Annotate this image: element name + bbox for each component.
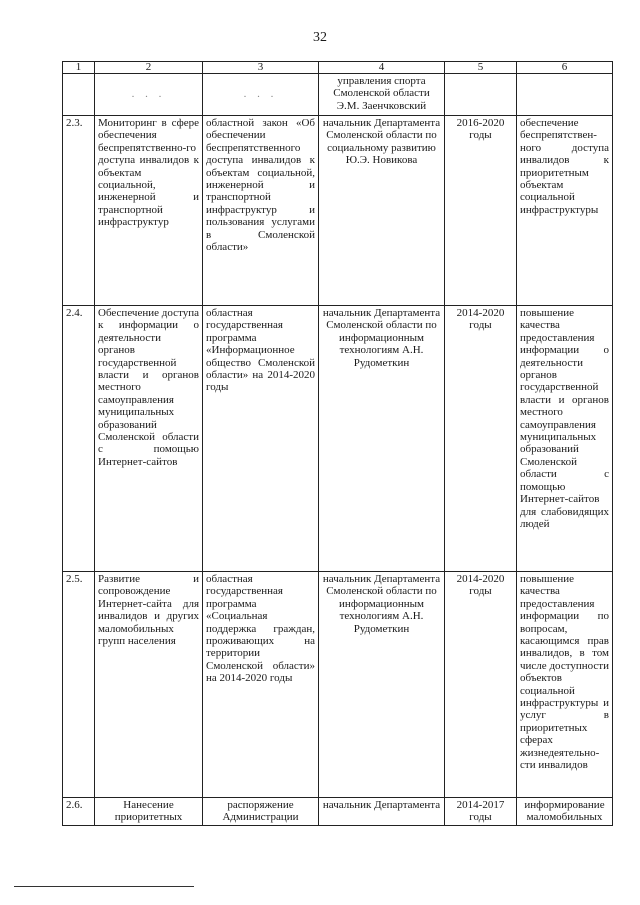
measures-table <box>62 61 613 826</box>
table-row <box>63 798 613 826</box>
cell-num: 2.4. <box>63 306 95 572</box>
cell-basis: . . . <box>203 74 319 116</box>
cell-result <box>517 74 613 116</box>
column-header: 3 <box>203 62 319 74</box>
column-header: 1 <box>63 62 95 74</box>
cell-basis: областная государственная программа «Информационное общество Смоленской области» на 2014-2020 годы <box>203 306 319 572</box>
cell-num <box>63 74 95 116</box>
cell-responsible: начальник Департамента Смоленской области по информационным технологиям А.Н. Рудометкин <box>319 306 445 572</box>
footnote-divider <box>14 886 194 887</box>
cell-result: повышение качества предоставления информации о деятельности органов государственной власти и органов местного самоуправления муниципальных образований Смоленской области с помощью Интернет-сайтов для слабовидящих людей <box>517 306 613 572</box>
cell-num: 2.6. <box>63 798 95 826</box>
table-row <box>63 306 613 572</box>
cell-num: 2.5. <box>63 572 95 798</box>
cell-term: 2016-2020 годы <box>445 116 517 306</box>
cell-term <box>445 74 517 116</box>
cell-responsible: начальник Департамента <box>319 798 445 826</box>
cell-result: информирование маломобильных <box>517 798 613 826</box>
cell-result: повышение качества предоставления информации по вопросам, касающимся прав инвалидов, в том числе доступности объектов социальной инфраструктуры и услуг в приоритетных сферах жизнедеятельно-сти инвалидов <box>517 572 613 798</box>
table-header-row <box>63 62 613 74</box>
cell-basis: распоряжение Администрации <box>203 798 319 826</box>
table-row <box>63 116 613 306</box>
cell-responsible: начальник Департамента Смоленской области по информационным технологиям А.Н. Рудометкин <box>319 572 445 798</box>
cell-measure: Мониторинг в сфере обеспечения беспрепятственно-го доступа инвалидов к объектам социальной, инженерной и транспортной инфраструктур <box>95 116 203 306</box>
cell-result: обеспечение беспрепятствен-ного доступа инвалидов к приоритетным объектам социальной инфраструктуры <box>517 116 613 306</box>
cell-responsible: управления спорта Смоленской области Э.М. Заенчковский <box>319 74 445 116</box>
cell-term: 2014-2020 годы <box>445 306 517 572</box>
cell-term: 2014-2020 годы <box>445 572 517 798</box>
column-header: 6 <box>517 62 613 74</box>
page-number: 32 <box>313 30 327 45</box>
cell-responsible: начальник Департамента Смоленской области по социальному развитию Ю.Э. Новикова <box>319 116 445 306</box>
continued-row <box>63 74 613 116</box>
column-header: 2 <box>95 62 203 74</box>
cell-num: 2.3. <box>63 116 95 306</box>
column-header: 4 <box>319 62 445 74</box>
cell-basis: областная государственная программа «Социальная поддержка граждан, проживающих на территории Смоленской области» на 2014-2020 годы <box>203 572 319 798</box>
cell-basis: областной закон «Об обеспечении беспрепятственного доступа инвалидов к объектам социальной, инженерной и транспортной инфраструктур и пользования услугами в Смоленской области» <box>203 116 319 306</box>
cell-measure: Развитие и сопровождение Интернет-сайта для инвалидов и других маломобильных групп населения <box>95 572 203 798</box>
cell-measure: Нанесение приоритетных <box>95 798 203 826</box>
cell-measure: . . . <box>95 74 203 116</box>
cell-term: 2014-2017 годы <box>445 798 517 826</box>
column-header: 5 <box>445 62 517 74</box>
table-row <box>63 572 613 798</box>
cell-measure: Обеспечение доступа к информации о деятельности органов государственной власти и органов местного самоуправления муниципальных образований Смоленской области с помощью Интернет-сайтов <box>95 306 203 572</box>
